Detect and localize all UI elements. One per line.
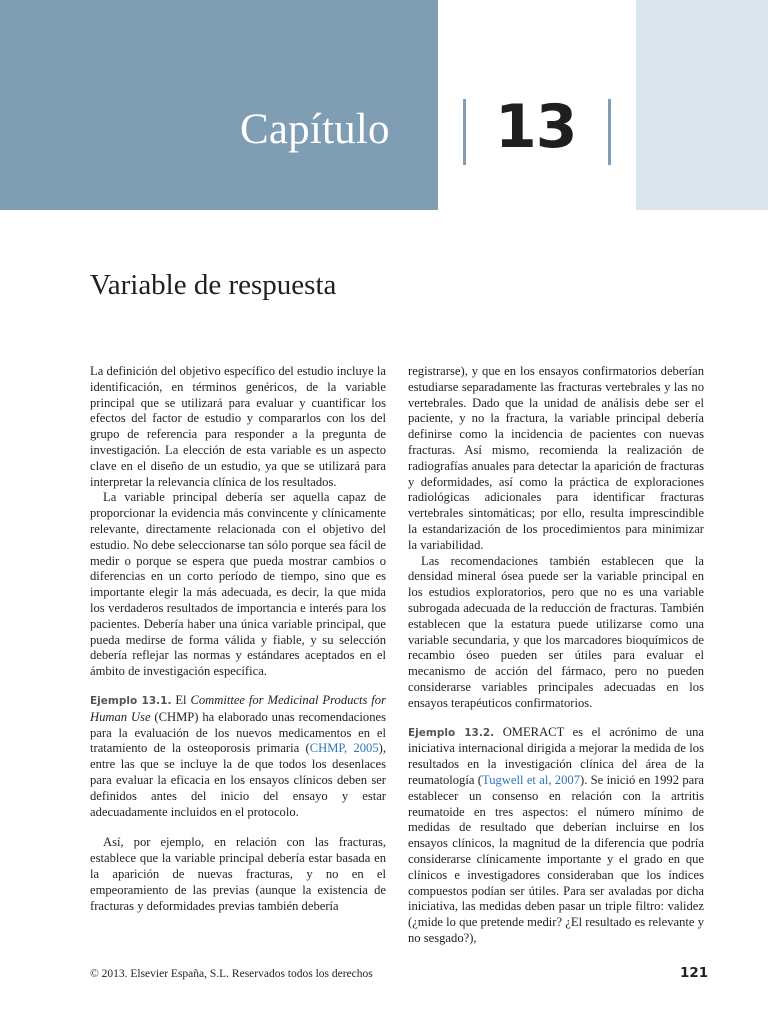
chapter-header-band <box>0 0 438 210</box>
chapter-word: Capítulo <box>240 106 390 153</box>
page-number: 121 <box>680 965 709 981</box>
chapter-header-right-block <box>636 0 768 210</box>
chapter-number: 13 <box>495 92 577 162</box>
example-italic-text: Committee for Medicinal Products for Human Use <box>90 692 386 724</box>
paragraph: Las recomendaciones también establecen que la densidad mineral ósea puede ser la variable principal en los estudios exploratorios, pero que no es una variable subrogada adecuada de la reducción de fracturas. También establecen que la estatura puede utilizarse como una variable secundaria, y que los marcadores bioquímicos de recambio óseo pueden ser útiles para evaluar el mecanismo de acción del fármaco, pero no pueden considerarse variables principales adecuadas en los ensayos terapéuticos confirmatorios. <box>408 553 704 710</box>
reference-link[interactable]: CHMP, 2005 <box>309 741 379 756</box>
paragraph: registrarse), y que en los ensayos confirmatorios deberían estudiarse separadamente las fracturas vertebrales y las no vertebrales. Dado que la unidad de análisis debe ser el paciente, y no la fractura, la variable principal debería definirse como la incidencia de pacientes con nuevas fracturas. Así mismo, recomienda la realización de radiografías anuales para detectar la aparición de fracturas y deformidades, así como la práctica de exploraciones radiológicas adicionales para identificar fracturas vertebrales sintomáticas; por ello, resulta imprescindible la estandarización de los procedimientos para minimizar la variabilidad. <box>408 364 704 552</box>
paragraph: La definición del objetivo específico del estudio incluye la identificación, en términos genéricos, de la variable principal que se utilizará para evaluar y cuantificar los efectos del factor de estudio y compararlos con los del grupo de referencia para responder a la pregunta de investigación. La elección de esta variable es un aspecto clave en el diseño de un estudio, ya que se utilizará para interpretar la relevancia clínica de los resultados. <box>90 364 386 489</box>
example-text: El <box>175 692 187 707</box>
copyright-notice: © 2013. Elsevier España, S.L. Reservados todos los derechos <box>90 968 373 980</box>
chapter-divider-left <box>463 99 466 165</box>
paragraph: La variable principal debería ser aquella capaz de proporcionar la evidencia más convincente y clínicamente relevante, directamente relacionada con el objetivo del estudio. No debe seleccionarse tan sólo porque sea fácil de medir o porque se espera que pueda mostrar cambios o diferencias en un corto período de tiempo, sino que es importante elegir la más adecuada, es decir, la que mida los verdaderos resultados de importancia e interés para los pacientes. Debería haber una única variable principal, que pueda medirse de forma válida y fiable, y su selección debería reflejar las normas y estándares aceptados en el ámbito de investigación específica. <box>90 490 386 679</box>
example-13-2 <box>408 725 704 947</box>
example-text: ). Se inició en 1992 para establecer un consenso en relación con la artritis reumatoide en tres aspectos: el número mínimo de medidas de resultado que deberían incluirse en los ensayos clínicos, la magnitud de la diferencia que podría considerarse clínicamente importante y el grado en que clínicos e investigadores consideraban que los índices compuestos podían ser útiles. Para ser avaladas por dicha iniciativa, las medidas deben pasar un triple filtro: validez (¿mide lo que pretende medir? ¿El resultado es relevante y no sesgado?), <box>408 772 704 945</box>
example-text: OMERACT es el acrónimo de una iniciativa internacional dirigida a mejorar la medida de los resultados en la investigación clínica del área de la reumatología ( <box>408 724 705 787</box>
example-label: Ejemplo 13.2. <box>408 726 495 739</box>
left-column <box>90 364 386 914</box>
example-label: Ejemplo 13.1. <box>90 694 172 707</box>
example-text: (CHMP) ha elaborado unas recomendaciones para la evaluación de los nuevos medicamentos en el tratamiento de la osteoporosis primaria ( <box>90 709 386 756</box>
example-text: ), entre las que se incluye la de que todos los desenlaces para evaluar la eficacia en los ensayos clínicos deben ser definidos antes del inicio del ensayo y estar adecuadamente incluidos en el protocolo. <box>90 741 386 819</box>
paragraph: Así, por ejemplo, en relación con las fracturas, establece que la variable principal debería estar basada en la aparición de nuevas fracturas, y no en el empeoramiento de las previas (aunque la existencia de fracturas y deformidades previas también debería <box>90 835 386 913</box>
right-column <box>408 364 704 947</box>
reference-link[interactable]: Tugwell et al, 2007 <box>481 772 580 787</box>
chapter-title: Variable de respuesta <box>90 269 337 301</box>
example-13-1 <box>90 693 386 820</box>
chapter-divider-right <box>608 99 611 165</box>
